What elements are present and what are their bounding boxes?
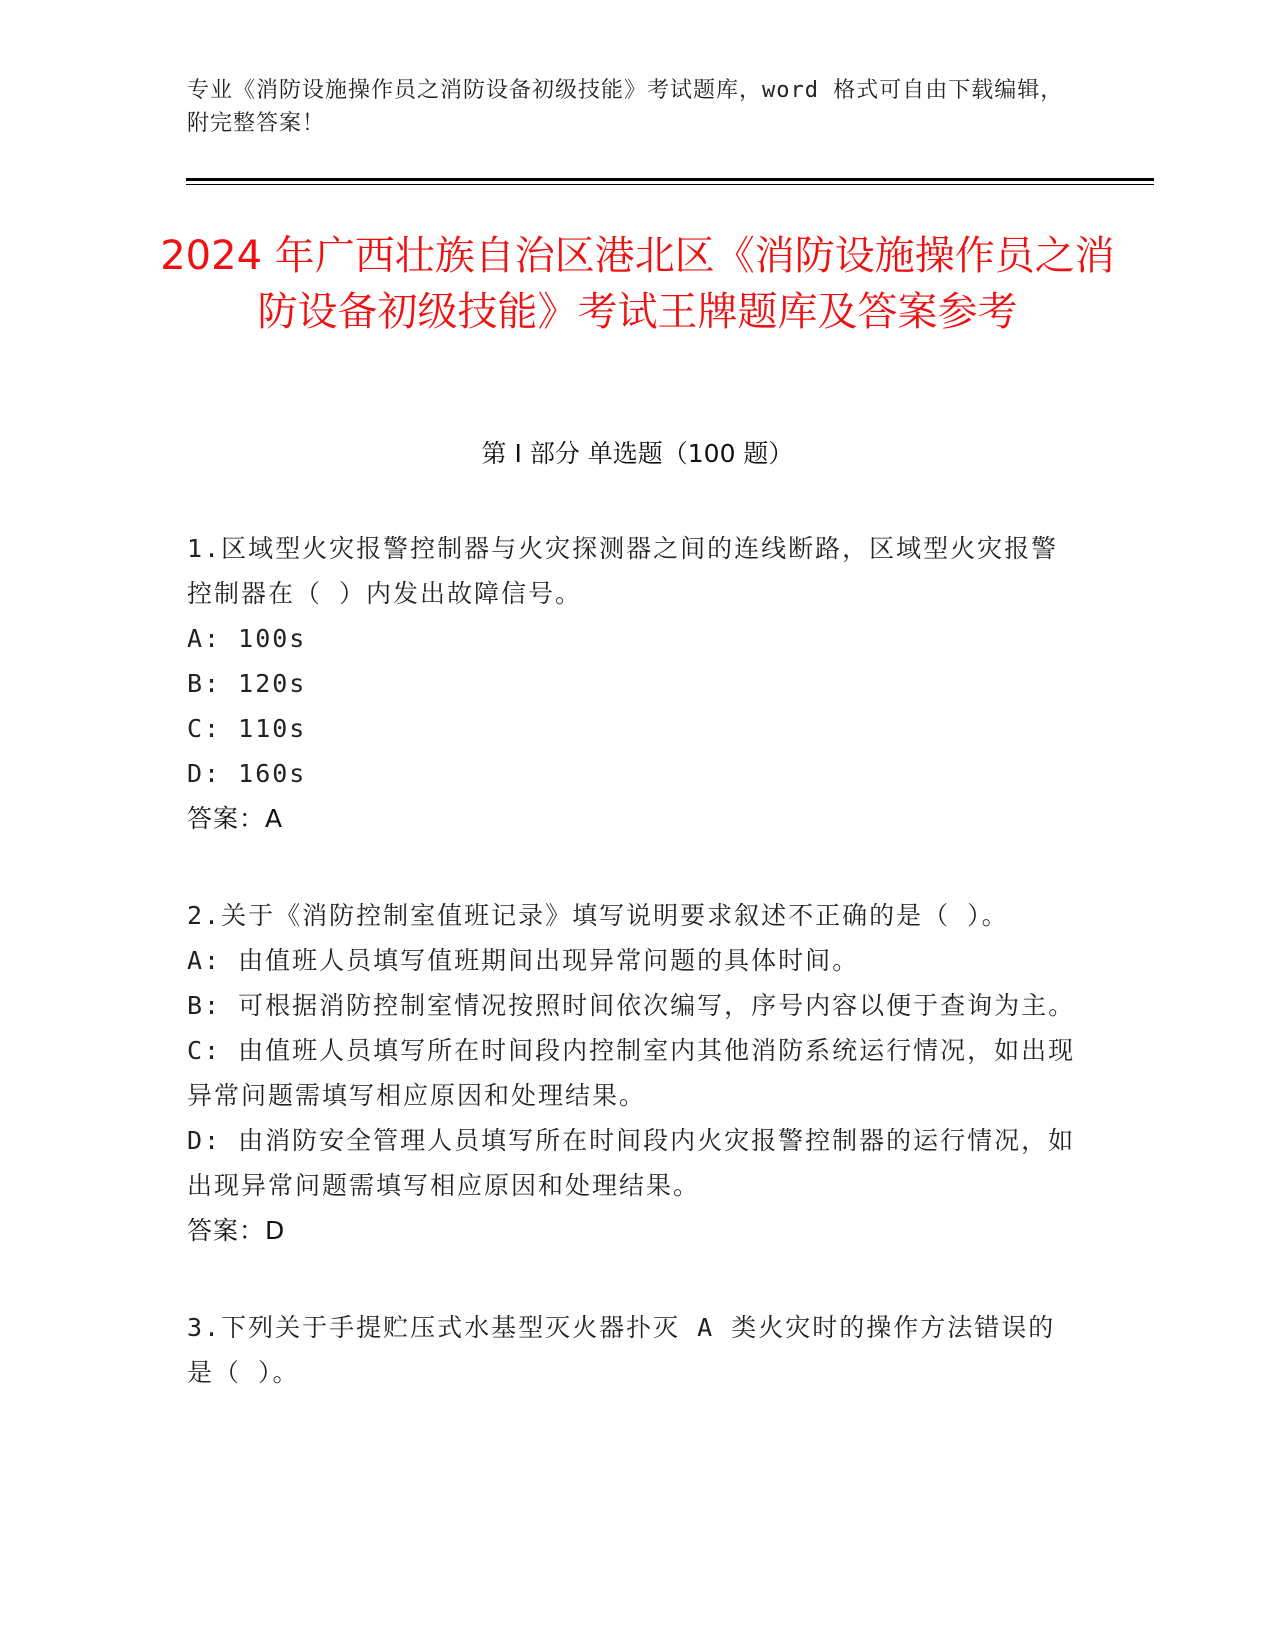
option-a: A: 100s [187,624,307,653]
header-note: 专业《消防设施操作员之消防设备初级技能》考试题库，word 格式可自由下载编辑，附完整答案！ [187,78,1064,136]
document-title: 2024 年广西壮族自治区港北区《消防设施操作员之消防设备初级技能》考试王牌题库及答案参考 [160,233,1115,335]
question-stem: 1.区域型火灾报警控制器与火灾探测器之间的连线断路，区域型火灾报警控制器在（ ）内发出故障信号。 [187,534,1059,608]
option-c: C: 由值班人员填写所在时间段内控制室内其他消防系统运行情况，如出现异常问题需填写相应原因和处理结果。 [187,1036,1076,1110]
question-list [187,526,1077,1447]
option-c: C: 110s [187,714,307,743]
question-stem: 3.下列关于手提贮压式水基型灭火器扑灭 A 类火灾时的操作方法错误的是（ ）。 [187,1313,1056,1387]
question-1 [187,526,1077,841]
option-b: B: 120s [187,669,307,698]
option-a: A: 由值班人员填写值班期间出现异常问题的具体时间。 [187,946,860,975]
header-rule-thin [186,184,1154,185]
section-title: 第 I 部分 单选题（100 题） [481,439,794,468]
option-d: D: 160s [187,759,307,788]
question-stem: 2.关于《消防控制室值班记录》填写说明要求叙述不正确的是（ ）。 [187,901,1009,930]
question-2 [187,893,1077,1253]
question-3 [187,1305,1077,1395]
header-rule-thick [186,178,1154,181]
option-b: B: 可根据消防控制室情况按照时间依次编写，序号内容以便于查询为主。 [187,991,1076,1020]
option-d: D: 由消防安全管理人员填写所在时间段内火灾报警控制器的运行情况，如出现异常问题需填写相应原因和处理结果。 [187,1126,1076,1200]
answer: 答案：D [187,1216,286,1245]
answer: 答案：A [187,804,284,833]
